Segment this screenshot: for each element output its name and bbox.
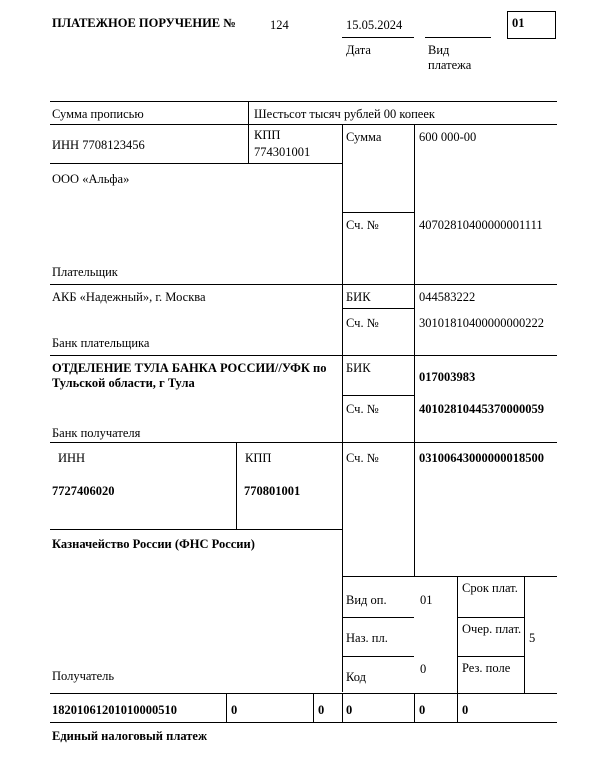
kod-label: Код [346, 670, 366, 684]
document-date: 15.05.2024 [346, 18, 403, 32]
payer-account-label: Сч. № [346, 218, 379, 232]
document-number: 124 [270, 18, 289, 32]
rez-pole-label: Рез. поле [462, 661, 511, 675]
document-title: ПЛАТЕЖНОЕ ПОРУЧЕНИЕ № [52, 16, 236, 30]
payee-bank-bik: 017003983 [419, 370, 476, 384]
payer-bank-name: АКБ «Надежный», г. Москва [52, 290, 206, 304]
vid-op-value: 01 [420, 593, 433, 607]
vid-op-label: Вид оп. [346, 593, 387, 607]
payee-bank-label: Банк получателя [52, 426, 141, 440]
sum-label: Сумма [346, 130, 382, 144]
line [342, 693, 343, 722]
line [342, 124, 343, 692]
payer-label: Плательщик [52, 265, 118, 279]
line [524, 576, 525, 693]
payee-kpp: 770801001 [244, 484, 301, 498]
payee-account-label: Сч. № [346, 451, 379, 465]
payee-inn: 7727406020 [52, 484, 115, 498]
date-underline [342, 37, 414, 38]
line [50, 163, 342, 164]
naz-pl-label: Наз. пл. [346, 631, 388, 645]
payee-name: Казначейство России (ФНС России) [52, 537, 255, 551]
payee-kpp-label: КПП [245, 451, 272, 465]
line [457, 576, 458, 693]
ocher-plat-value: 5 [529, 631, 536, 645]
line [50, 124, 557, 125]
line [50, 355, 557, 356]
payer-name: ООО «Альфа» [52, 172, 130, 186]
payer-kpp-label: КПП [254, 128, 281, 142]
line [342, 395, 414, 396]
payee-label: Получатель [52, 669, 115, 683]
payee-account: 03100643000000018500 [419, 451, 544, 465]
line [313, 693, 314, 722]
line [342, 212, 414, 213]
line [414, 124, 415, 576]
payee-bank-account-label: Сч. № [346, 402, 379, 416]
payee-bank-bik-label: БИК [346, 361, 371, 375]
amount-words-label: Сумма прописью [52, 107, 144, 121]
line [50, 284, 557, 285]
tax-field-basis: 0 [318, 703, 325, 717]
payment-type-underline [425, 37, 491, 38]
line [50, 529, 342, 530]
payer-bank-account: 30101810400000000222 [419, 316, 544, 330]
line [50, 101, 557, 102]
payer-bank-account-label: Сч. № [346, 316, 379, 330]
payment-type-label: Вид платежа [428, 43, 472, 72]
sum-value: 600 000-00 [419, 130, 477, 144]
line [248, 101, 249, 124]
payer-bank-bik: 044583222 [419, 290, 476, 304]
payment-purpose: Единый налоговый платеж [52, 729, 208, 743]
srok-plat-label: Срок плат. [462, 581, 518, 595]
tax-field-doc-date: 0 [462, 703, 469, 717]
line [226, 693, 227, 722]
date-label: Дата [346, 43, 371, 57]
form-code: 01 [512, 16, 525, 30]
line [457, 656, 524, 657]
line [248, 124, 249, 163]
kbk-code: 18201061201010000510 [52, 703, 177, 717]
ocher-plat-label: Очер. плат. [462, 622, 522, 636]
tax-field-oktmo: 0 [231, 703, 238, 717]
payer-bank-label: Банк плательщика [52, 336, 150, 350]
kod-value: 0 [420, 662, 427, 676]
line [342, 656, 414, 657]
line [414, 693, 415, 722]
line [457, 617, 524, 618]
payee-bank-account: 40102810445370000059 [419, 402, 544, 416]
line [236, 442, 237, 529]
line [342, 617, 414, 618]
line [342, 308, 414, 309]
tax-field-doc-number: 0 [419, 703, 426, 717]
line [50, 442, 557, 443]
line [50, 693, 557, 694]
amount-words-value: Шестьсот тысяч рублей 00 копеек [254, 107, 435, 121]
payer-kpp: 774301001 [254, 145, 311, 159]
payee-bank-name: ОТДЕЛЕНИЕ ТУЛА БАНКА РОССИИ//УФК по Тульской области, г Тула [52, 361, 327, 390]
payer-bank-bik-label: БИК [346, 290, 371, 304]
payer-account: 40702810400000001111 [419, 218, 543, 232]
tax-field-period: 0 [346, 703, 353, 717]
payee-inn-label: ИНН [58, 451, 86, 465]
line [457, 693, 458, 722]
payer-inn-field: ИНН 7708123456 [52, 138, 145, 152]
line [50, 722, 557, 723]
